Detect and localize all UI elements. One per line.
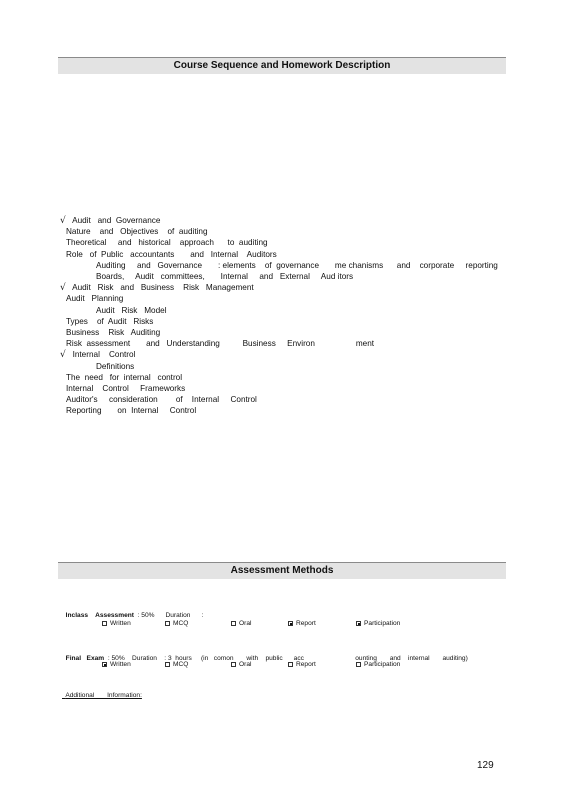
checkbox-label: Report <box>296 661 316 668</box>
checkbox-label: MCQ <box>173 661 189 668</box>
course-outline-text: Types of Audit Risks <box>66 316 154 326</box>
course-outline-item <box>60 283 254 293</box>
course-outline-item <box>60 350 135 360</box>
inclass-assessment-row <box>62 602 203 620</box>
course-outline-text: Boards, Audit committees, Internal and External Aud itors <box>96 272 354 281</box>
checkbox-label: Report <box>296 620 316 627</box>
checkbox-label: Participation <box>364 620 401 627</box>
checkbox-label: Oral <box>239 661 252 668</box>
checkbox-label: Written <box>110 661 131 668</box>
final-option-participation-checkbox[interactable] <box>356 660 400 669</box>
checkmark-icon: √ <box>60 216 66 226</box>
checkbox-label: Written <box>110 620 131 627</box>
inclass-label: Inclass Assessment <box>65 612 134 619</box>
course-outline-text: Audit Risk Model <box>96 305 167 315</box>
inclass-duration-value: : <box>201 612 204 619</box>
final-option-written-checkbox[interactable] <box>102 660 131 669</box>
final-option-mcq-checkbox[interactable] <box>165 660 188 669</box>
checkbox-icon <box>165 662 170 667</box>
assessment-methods-title: Assessment Methods <box>230 565 334 576</box>
course-outline-item <box>60 216 160 226</box>
course-outline-text: Internal Control Frameworks <box>66 384 186 393</box>
course-outline-item <box>66 384 185 394</box>
final-percent: : 50% <box>107 655 125 662</box>
final-option-oral-checkbox[interactable] <box>231 660 251 669</box>
inclass-option-written-checkbox[interactable] <box>102 619 131 628</box>
checkbox-icon <box>288 662 293 667</box>
inclass-option-report-checkbox[interactable] <box>288 619 316 628</box>
final-note: (in comon with public acc ounting and internal auditing) <box>200 655 468 662</box>
course-outline-item <box>66 227 208 237</box>
assessment-methods-header <box>58 562 506 579</box>
course-outline-text: Audit Planning <box>66 294 124 304</box>
final-label: Final Exam <box>65 655 105 662</box>
inclass-option-participation-checkbox[interactable] <box>356 619 400 628</box>
final-option-report-checkbox[interactable] <box>288 660 316 669</box>
checkmark-icon: √ <box>60 350 66 361</box>
course-outline-item <box>66 294 123 304</box>
inclass-duration-label: Duration <box>165 612 191 619</box>
checkbox-icon <box>231 662 236 667</box>
course-outline-item <box>66 406 196 416</box>
course-outline-item <box>66 395 257 405</box>
course-outline-item <box>96 272 353 282</box>
course-outline-item <box>66 238 268 248</box>
course-outline-text: Role of Public accountants and Internal Auditors <box>66 249 277 259</box>
final-duration-label: Duration <box>132 655 157 662</box>
course-outline-text: Definitions <box>96 361 135 371</box>
checkbox-icon <box>231 621 236 626</box>
checkbox-icon <box>102 621 107 626</box>
course-outline-text: Internal Control <box>72 350 136 360</box>
course-outline-item <box>96 362 134 372</box>
checkbox-label: Participation <box>364 661 401 668</box>
course-outline-item <box>66 328 160 338</box>
course-sequence-header <box>58 57 506 74</box>
course-outline-text: Nature and Objectives of auditing <box>66 227 208 237</box>
course-outline-item <box>66 317 153 327</box>
course-outline-text: Risk assessment and Understanding Business Environ ment <box>66 339 375 349</box>
course-outline-text: Auditing and Governance : elements of governance me chanisms and corporate reporting <box>96 260 498 270</box>
final-duration-value: : 3 hours <box>164 655 192 662</box>
checkbox-icon <box>288 621 293 626</box>
page-number: 129 <box>477 760 494 771</box>
course-outline-text: Audit Risk and Business Risk Management <box>72 283 254 293</box>
course-outline-text: Theoretical and historical approach to auditing <box>66 238 268 248</box>
course-outline-item <box>66 250 277 260</box>
inclass-option-mcq-checkbox[interactable] <box>165 619 188 628</box>
inclass-option-oral-checkbox[interactable] <box>231 619 251 628</box>
course-outline-item <box>96 261 498 271</box>
course-sequence-title: Course Sequence and Homework Description <box>173 60 391 71</box>
checkmark-icon: √ <box>60 283 66 294</box>
checkbox-icon <box>165 621 170 626</box>
additional-information: Additional Information: <box>65 692 142 699</box>
checkbox-icon <box>356 621 361 626</box>
course-outline-item <box>66 373 182 383</box>
course-outline-text: Reporting on Internal Control <box>66 406 197 416</box>
course-outline-text: The need for internal control <box>66 372 183 382</box>
checkbox-label: Oral <box>239 620 252 627</box>
checkbox-icon <box>102 662 107 667</box>
inclass-percent: : 50% <box>137 612 155 619</box>
checkbox-icon <box>356 662 361 667</box>
course-outline-text: Business Risk Auditing <box>66 328 161 337</box>
course-outline-item <box>96 306 167 316</box>
course-outline-text: Auditor's consideration of Internal Control <box>66 395 257 405</box>
course-outline-text: Audit and Governance <box>72 216 161 225</box>
course-outline-item <box>66 339 374 349</box>
checkbox-label: MCQ <box>173 620 189 627</box>
